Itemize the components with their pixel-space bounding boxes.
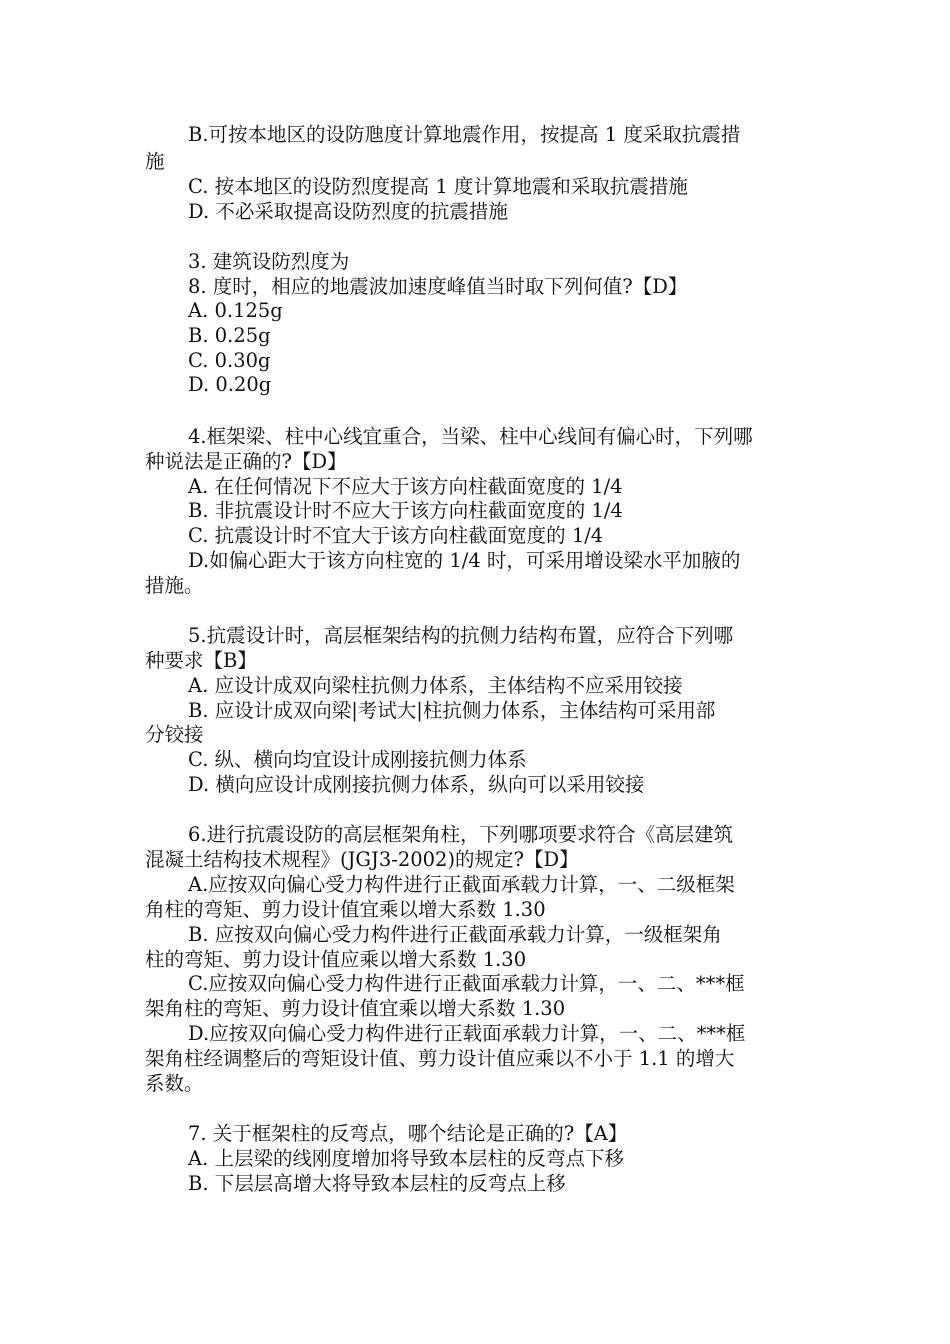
text-line: A. 0.125g (188, 299, 283, 322)
text-line: C. 0.30g (188, 349, 271, 372)
text-line: B. 应按双向偏心受力构件进行正截面承载力计算，一级框架角 (188, 923, 722, 946)
text-line: 5.抗震设计时，高层框架结构的抗侧力结构布置，应符合下列哪 (188, 624, 734, 647)
text-line: A. 在任何情况下不应大于该方向柱截面宽度的 1/4 (188, 475, 623, 498)
text-line: B.可按本地区的设防虺度计算地震作用，按提高 1 度采取抗震措 (188, 123, 741, 146)
text-line: C. 纵、横向均宜设计成刚接抗侧力体系 (188, 748, 527, 771)
text-line: B. 0.25g (188, 324, 271, 347)
text-line: D. 横向应设计成刚接抗侧力体系，纵向可以采用铰接 (188, 773, 645, 796)
text-line: 4.框架梁、柱中心线宜重合，当梁、柱中心线间有偏心时，下列哪 (188, 425, 753, 448)
text-line: 系数。 (145, 1072, 204, 1095)
text-line: 分铰接 (145, 723, 204, 746)
text-line: 3. 建筑设防烈度为 (188, 250, 350, 273)
text-line: D.应按双向偏心受力构件进行正载面承载力计算，一、二、***框 (188, 1022, 746, 1045)
text-line: A. 应设计成双向梁柱抗侧力体系，主体结构不应采用铰接 (188, 674, 683, 697)
text-line: 8. 度时，相应的地震波加速度峰值当时取下列何值?【D】 (188, 275, 688, 298)
text-line: D. 0.20g (188, 373, 272, 396)
text-line: C. 按本地区的设防烈度提高 1 度计算地震和采取抗震措施 (188, 175, 688, 198)
text-line: C.应按双向偏心受力构件进行正截面承载力计算，一、二、***框 (188, 972, 745, 995)
text-line: B. 非抗震设计时不应大于该方向柱截面宽度的 1/4 (188, 499, 623, 522)
text-line: 6.进行抗震设防的高层框架角柱，下列哪项要求符合《高层建筑 (188, 823, 734, 846)
text-line: 种要求【B】 (145, 649, 257, 672)
text-line: D. 不必采取提高设防烈度的抗震措施 (188, 200, 508, 223)
text-line: 种说法是正确的?【D】 (145, 450, 347, 473)
text-line: 柱的弯矩、剪力设计值应乘以增大系数 1.30 (145, 948, 527, 971)
text-line: D.如偏心距大于该方向柱宽的 1/4 时，可采用增设梁水平加腋的 (188, 549, 741, 572)
text-line: A.应按双向偏心受力构件进行正截面承载力计算，一、二级框架 (188, 873, 735, 896)
text-line: 架角柱经调整后的弯矩设计值、剪力设计值应乘以不小于 1.1 的增大 (145, 1047, 735, 1070)
text-line: B. 下层层高增大将导致本层柱的反弯点上移 (188, 1172, 566, 1195)
text-line: 措施。 (145, 574, 204, 597)
text-line: 7. 关于框架柱的反弯点，哪个结论是正确的?【A】 (188, 1122, 628, 1145)
text-line: 混凝土结构技术规程》(JGJ3-2002)的规定?【D】 (145, 848, 579, 871)
text-line: C. 抗震设计时不宜大于该方向柱截面宽度的 1/4 (188, 524, 604, 547)
text-line: B. 应设计成双向梁|考试大|柱抗侧力体系，主体结构可采用部 (188, 699, 716, 722)
text-line: A. 上层梁的线刚度增加将导致本层柱的反弯点下移 (188, 1147, 624, 1170)
text-line: 架角柱的弯矩、剪力设计值宜乘以增大系数 1.30 (145, 997, 566, 1020)
text-line: 角柱的弯矩、剪力设计值宜乘以增大系数 1.30 (145, 898, 546, 921)
text-line: 施 (145, 150, 165, 173)
